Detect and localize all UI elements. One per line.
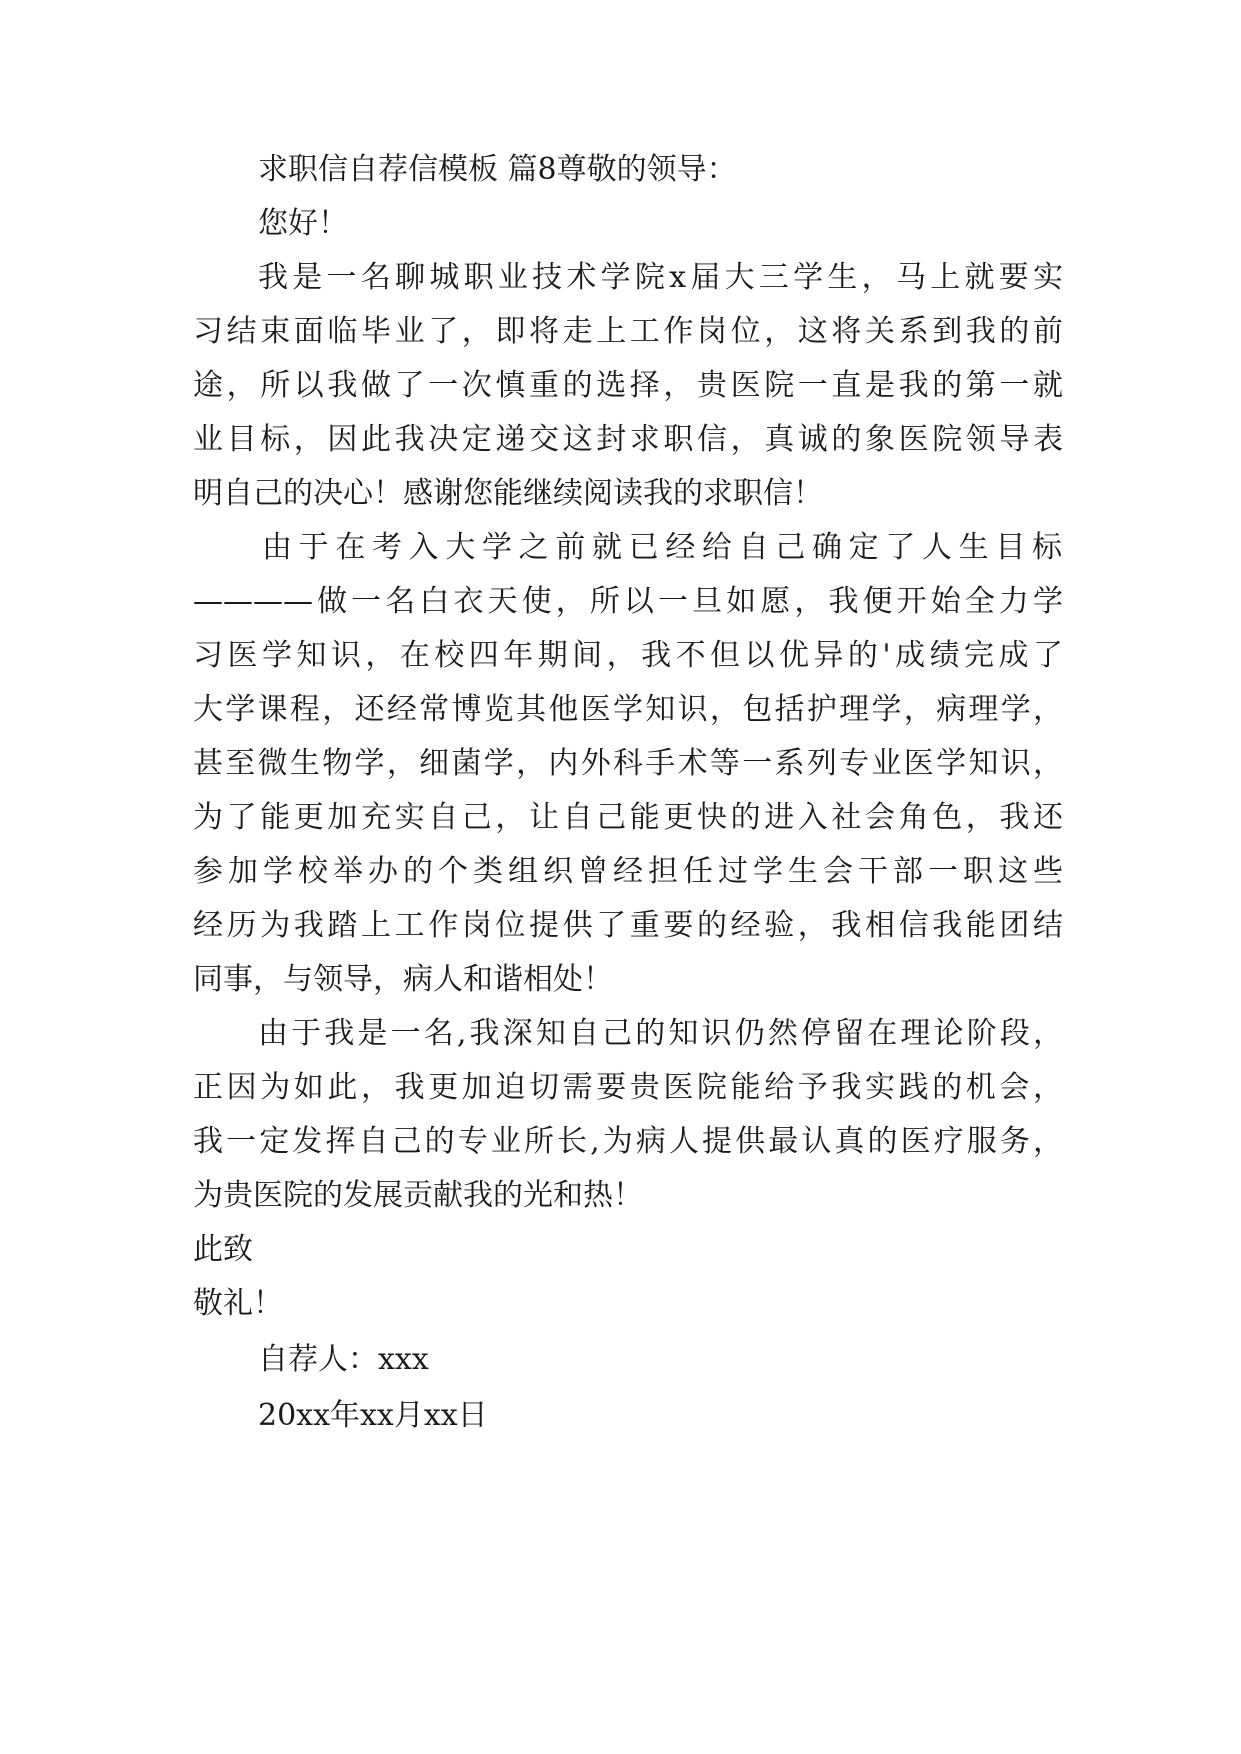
paragraph3-line: 我一定发挥自己的专业所长,为病人提供最认真的医疗服务， — [193, 1124, 1063, 1159]
paragraph2-line: 经历为我踏上工作岗位提供了重要的经验，我相信我能团结 — [193, 908, 1063, 943]
closing-salutation: 此致 — [193, 1232, 253, 1267]
letter-date: 20xx年xx月xx日 — [258, 1398, 488, 1433]
paragraph2-line: 大学课程，还经常博览其他医学知识，包括护理学，病理学， — [193, 692, 1063, 727]
paragraph1-line: 我是一名聊城职业技术学院x届大三学生，马上就要实 — [258, 260, 1063, 295]
paragraph3-line: 由于我是一名,我深知自己的知识仍然停留在理论阶段， — [258, 1016, 1063, 1051]
paragraph2-line: 同事，与领导，病人和谐相处！ — [193, 962, 613, 997]
paragraph1-line: 途，所以我做了一次慎重的选择，贵医院一直是我的第一就 — [193, 368, 1063, 403]
letter-heading: 求职信自荐信模板 篇8尊敬的领导： — [258, 152, 737, 187]
closing-regards: 敬礼！ — [193, 1286, 283, 1321]
paragraph3-line: 为贵医院的发展贡献我的光和热！ — [193, 1178, 643, 1213]
paragraph1-line: 业目标，因此我决定递交这封求职信，真诚的象医院领导表 — [193, 422, 1063, 457]
paragraph2-line: 习医学知识，在校四年期间，我不但以优异的'成绩完成了 — [193, 638, 1063, 673]
signature: 自荐人：xxx — [258, 1342, 429, 1377]
paragraph1-line: 习结束面临毕业了，即将走上工作岗位，这将关系到我的前 — [193, 314, 1063, 349]
paragraph2-line: 由于在考入大学之前就已经给自己确定了人生目标 — [262, 530, 1062, 565]
paragraph2-line: 参加学校举办的个类组织曾经担任过学生会干部一职这些 — [193, 854, 1063, 889]
paragraph2-line: ————做一名白衣天使，所以一旦如愿，我便开始全力学 — [193, 584, 1063, 619]
paragraph2-line: 为了能更加充实自己，让自己能更快的进入社会角色，我还 — [193, 800, 1063, 835]
letter-greeting: 您好！ — [258, 206, 348, 241]
paragraph1-line: 明自己的决心！感谢您能继续阅读我的求职信！ — [193, 476, 823, 511]
paragraph3-line: 正因为如此，我更加迫切需要贵医院能给予我实践的机会， — [193, 1070, 1063, 1105]
paragraph2-line: 甚至微生物学，细菌学，内外科手术等一系列专业医学知识， — [193, 746, 1063, 781]
